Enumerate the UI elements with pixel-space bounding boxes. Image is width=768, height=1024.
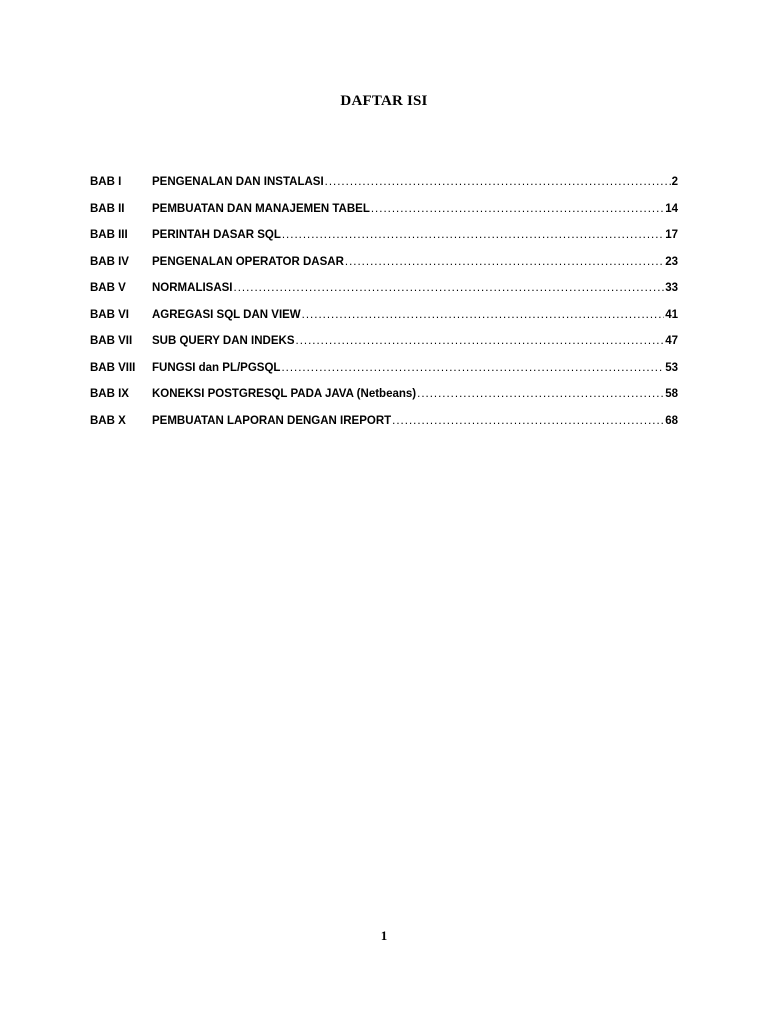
toc-entry <box>152 359 678 377</box>
toc-entry-title: PERINTAH DASAR SQL <box>152 229 281 241</box>
toc-row <box>90 359 678 386</box>
toc-page-number: 14 <box>665 202 678 215</box>
toc-entry-title: KONEKSI POSTGRESQL PADA JAVA (Netbeans) <box>152 388 417 400</box>
dot-leader <box>371 200 664 218</box>
toc-page-number: 41 <box>665 308 678 321</box>
toc-entry <box>152 173 678 191</box>
toc-row <box>90 200 678 227</box>
toc-entry <box>152 306 678 324</box>
toc-chapter-label: BAB II <box>90 202 125 215</box>
dot-leader <box>417 385 664 403</box>
dot-leader <box>345 253 664 271</box>
toc-chapter-label: BAB VIII <box>90 361 136 374</box>
toc-chapter-label: BAB VI <box>90 308 129 321</box>
toc-page-number: 53 <box>665 361 678 374</box>
toc-row <box>90 253 678 280</box>
toc-row <box>90 279 678 306</box>
toc-entry-title: PEMBUATAN LAPORAN DENGAN IREPORT <box>152 414 392 427</box>
dot-leader <box>281 359 664 377</box>
page-number: 1 <box>380 928 388 943</box>
toc-page-number: 23 <box>665 255 678 268</box>
toc-page-number: 33 <box>665 282 678 294</box>
toc-entry-title: SUB QUERY DAN INDEKS <box>152 335 295 347</box>
toc-entry <box>152 385 678 403</box>
toc-row <box>90 385 678 412</box>
toc-entry-title: FUNGSI dan PL/PGSQL <box>152 361 281 374</box>
toc-page-number: 58 <box>665 388 678 400</box>
toc-row <box>90 332 678 359</box>
toc-entry <box>152 253 678 271</box>
toc-entry <box>152 332 678 350</box>
toc-page-number: 17 <box>665 229 678 241</box>
toc-chapter-label: BAB IX <box>90 388 129 400</box>
toc-chapter-label: BAB VII <box>90 335 133 347</box>
toc-entry-title: PENGENALAN DAN INSTALASI <box>152 176 324 188</box>
toc-row <box>90 173 678 200</box>
dot-leader <box>325 173 671 191</box>
toc-row <box>90 226 678 253</box>
toc-chapter-label: BAB X <box>90 414 126 427</box>
toc-entry-title: AGREGASI SQL DAN VIEW <box>152 308 301 321</box>
toc-chapter-label: BAB V <box>90 282 126 294</box>
toc-entry-title: PENGENALAN OPERATOR DASAR <box>152 255 344 268</box>
toc-entry-title: PEMBUATAN DAN MANAJEMEN TABEL <box>152 202 370 215</box>
toc-page-number: 68 <box>665 414 678 427</box>
toc-page-number: 47 <box>665 335 678 347</box>
toc-entry <box>152 226 678 244</box>
toc-page-number: 2 <box>671 176 678 188</box>
page-title: DAFTAR ISI <box>340 93 428 109</box>
toc-chapter-label: BAB IV <box>90 255 129 268</box>
toc-chapter-label: BAB III <box>90 229 128 241</box>
dot-leader <box>234 279 665 297</box>
toc-row <box>90 412 678 439</box>
table-of-contents <box>90 173 678 438</box>
toc-entry <box>152 279 678 297</box>
toc-row <box>90 306 678 333</box>
toc-entry <box>152 412 678 430</box>
dot-leader <box>296 332 665 350</box>
toc-entry-title: NORMALISASI <box>152 282 233 294</box>
toc-chapter-label: BAB I <box>90 176 122 188</box>
dot-leader <box>302 306 665 324</box>
toc-entry <box>152 200 678 218</box>
dot-leader <box>392 412 664 430</box>
dot-leader <box>282 226 664 244</box>
